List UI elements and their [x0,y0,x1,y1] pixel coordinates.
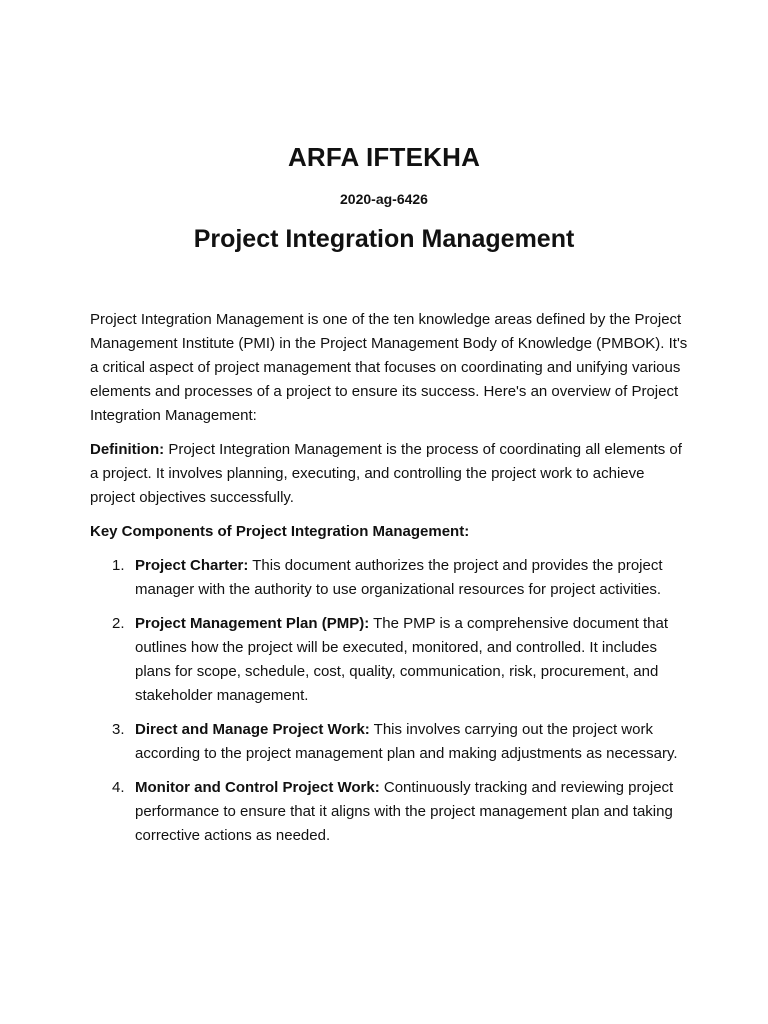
list-item [90,612,690,708]
list-item-text: The PMP is a comprehensive document that outlines how the project will be executed, monitored, and controlled. It includes plans for scope, schedule, cost, quality, communication, risk, procurement, and stakeholder management. [135,615,668,704]
intro-paragraph: Project Integration Management is one of the ten knowledge areas defined by the Project Management Institute (PMI) in the Project Management Body of Knowledge (PMBOK). It's a critical aspect of project management that focuses on coordinating and unifying various elements and processes of a project to ensure its success. Here's an overview of Project Integration Management: [90,311,688,424]
list-item-term: Direct and Manage Project Work: [135,721,370,738]
author-name: ARFA IFTEKHA [287,142,481,172]
document-title: Project Integration Management [193,225,575,253]
list-item-text: This document authorizes the project and provides the project manager with the authority to use organizational resources for project activities. [135,557,663,598]
list-item-term: Project Charter: [135,557,249,574]
components-heading: Key Components of Project Integration Management: [90,523,470,540]
components-list [90,554,690,848]
definition-label: Definition: [90,441,165,458]
list-item [90,718,690,766]
list-item-number: 1. [112,557,125,574]
list-item [90,776,690,848]
list-item-term: Project Management Plan (PMP): [135,615,370,632]
list-item-number: 2. [112,615,125,632]
registration-number: 2020-ag-6426 [340,191,428,207]
list-item-number: 3. [112,721,125,738]
list-item-text: Continuously tracking and reviewing project performance to ensure that it aligns with the project management plan and taking corrective actions as needed. [135,779,674,844]
definition-text: Project Integration Management is the process of coordinating all elements of a project. It involves planning, executing, and controlling the project work to achieve project objectives successfully. [90,441,682,506]
document-body [90,308,690,858]
list-item-text: This involves carrying out the project work according to the project management plan and making adjustments as necessary. [135,721,678,762]
definition-paragraph [90,438,690,510]
list-item-number: 4. [112,779,125,796]
list-item [90,554,690,602]
list-item-term: Monitor and Control Project Work: [135,779,380,796]
